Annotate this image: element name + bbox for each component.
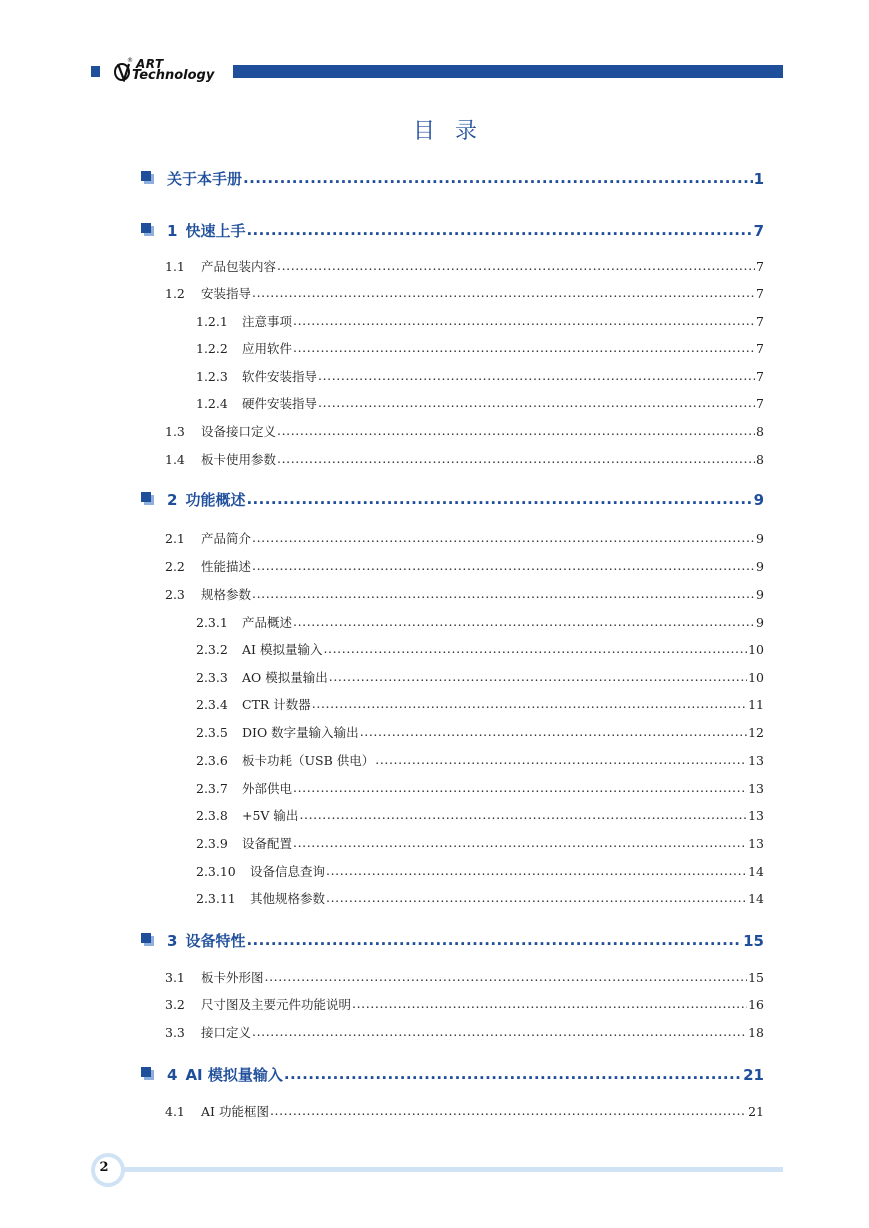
toc-entry-page: 13 — [748, 781, 764, 796]
logo-line-technology: Technology — [132, 68, 215, 83]
toc-entry-number: 4.1 — [165, 1104, 185, 1119]
toc-entry-number: 2.2 — [165, 559, 185, 574]
toc-leader-dots — [252, 558, 755, 573]
toc-leader-dots — [326, 863, 747, 878]
toc-entry-page: 15 — [743, 932, 764, 950]
toc-entry-label: DIO 数字量输入输出 — [242, 725, 359, 740]
toc-leader-dots — [277, 258, 755, 273]
toc-leader-dots — [293, 614, 755, 629]
toc-entry-label: AI 模拟量输入 — [242, 642, 323, 657]
toc-entry-label: CTR 计数器 — [242, 697, 311, 712]
toc-entry-number: 1 — [167, 222, 178, 240]
toc-entry-page: 7 — [753, 222, 764, 240]
toc-entry-number: 2 — [167, 491, 178, 509]
toc-entry-number: 2.3.5 — [196, 725, 228, 740]
toc-leader-dots — [252, 285, 755, 300]
toc-entry-page: 9 — [756, 531, 764, 546]
logo-registered: ® — [127, 57, 133, 64]
toc-entry-number: 2.3.9 — [196, 836, 228, 851]
toc-entry-page: 8 — [756, 452, 764, 467]
toc-entry-page: 14 — [748, 891, 764, 906]
toc-entry-label: 外部供电 — [242, 781, 293, 796]
toc-entry-label: 产品包装内容 — [201, 259, 277, 274]
toc-entry[interactable] — [196, 613, 764, 631]
toc-entry-number: 2.3.1 — [196, 615, 228, 630]
toc-entry-label: 应用软件 — [242, 341, 293, 356]
toc-entry-number: 2.3 — [165, 587, 185, 602]
toc-entry-page: 9 — [756, 559, 764, 574]
toc-entry-label: 规格参数 — [201, 587, 252, 602]
toc-entry-number: 3 — [167, 932, 178, 950]
toc-entry[interactable] — [165, 995, 764, 1013]
toc-entry-page: 21 — [748, 1104, 764, 1119]
toc-entry-page: 7 — [756, 286, 764, 301]
toc-leader-dots — [270, 1103, 747, 1118]
toc-entry-label: 板卡功耗（USB 供电） — [242, 753, 375, 768]
toc-leader-dots — [252, 530, 755, 545]
toc-entry-page: 16 — [748, 997, 764, 1012]
toc-entry-number: 3.2 — [165, 997, 185, 1012]
toc-entry[interactable] — [165, 1102, 764, 1120]
section-bullet-icon — [141, 171, 154, 184]
toc-entry-label: 快速上手 — [185, 222, 246, 240]
toc-entry[interactable] — [165, 257, 764, 275]
toc-entry-number: 2.3.11 — [196, 891, 236, 906]
toc-entry-number: 1.2.3 — [196, 369, 228, 384]
toc-entry[interactable] — [196, 695, 764, 713]
toc-leader-dots — [352, 996, 747, 1011]
toc-entry-page: 12 — [748, 725, 764, 740]
toc-entry-label: 功能概述 — [185, 491, 246, 509]
toc-entry-number: 2.3.8 — [196, 808, 228, 823]
toc-entry-page: 7 — [756, 341, 764, 356]
toc-leader-dots — [277, 451, 755, 466]
toc-entry[interactable] — [165, 585, 764, 603]
logo-line-art: ART — [136, 57, 164, 71]
toc-entry[interactable] — [165, 529, 764, 547]
toc-entry-page: 7 — [756, 396, 764, 411]
toc-entry-label: 性能描述 — [201, 559, 252, 574]
toc-entry[interactable] — [165, 450, 764, 468]
toc-leader-dots — [252, 586, 755, 601]
toc-entry-label: 尺寸图及主要元件功能说明 — [201, 997, 352, 1012]
toc-entry[interactable] — [167, 489, 764, 510]
footer-line — [108, 1167, 783, 1172]
toc-leader-dots — [246, 221, 752, 239]
toc-leader-dots — [360, 724, 747, 739]
toc-leader-dots — [326, 890, 747, 905]
toc-entry-page: 1 — [753, 170, 764, 188]
toc-entry[interactable] — [196, 312, 764, 330]
toc-entry-page: 15 — [748, 970, 764, 985]
toc-entry-page: 10 — [748, 642, 764, 657]
toc-entry-label: 设备接口定义 — [201, 424, 277, 439]
toc-entry[interactable] — [196, 806, 764, 824]
toc-entry-label: 产品简介 — [201, 531, 252, 546]
toc-entry-label: 产品概述 — [242, 615, 293, 630]
art-technology-logo — [112, 58, 224, 86]
toc-entry-label: 注意事项 — [242, 314, 293, 329]
toc-entry-page: 10 — [748, 670, 764, 685]
toc-leader-dots — [323, 641, 747, 656]
toc-leader-dots — [293, 340, 755, 355]
toc-entry[interactable] — [165, 557, 764, 575]
toc-entry-label: 设备配置 — [242, 836, 293, 851]
toc-entry[interactable] — [165, 422, 764, 440]
section-bullet-icon — [141, 1067, 154, 1080]
toc-entry-label: 设备特性 — [185, 932, 246, 950]
toc-entry-label: AI 模拟量输入 — [185, 1066, 283, 1084]
toc-entry-number: 1.1 — [165, 259, 185, 274]
toc-entry[interactable] — [167, 220, 764, 241]
toc-entry-label: +5V 输出 — [242, 808, 299, 823]
toc-entry[interactable] — [165, 1023, 764, 1041]
toc-leader-dots — [318, 395, 755, 410]
toc-entry[interactable] — [167, 1064, 764, 1085]
toc-entry[interactable] — [196, 668, 764, 686]
toc-leader-dots — [243, 169, 753, 187]
toc-entry[interactable] — [165, 968, 764, 986]
toc-entry-number: 1.3 — [165, 424, 185, 439]
toc-leader-dots — [246, 931, 742, 949]
toc-entry-number: 2.1 — [165, 531, 185, 546]
toc-entry-page: 18 — [748, 1025, 764, 1040]
toc-entry[interactable] — [196, 394, 764, 412]
section-bullet-icon — [141, 492, 154, 505]
toc-entry-label: 板卡外形图 — [201, 970, 264, 985]
toc-entry-number: 1.2.2 — [196, 341, 228, 356]
toc-entry-page: 7 — [756, 259, 764, 274]
toc-entry[interactable] — [196, 751, 764, 769]
toc-entry-number: 2.3.10 — [196, 864, 236, 879]
toc-entry[interactable] — [196, 640, 764, 658]
toc-entry-page: 9 — [753, 491, 764, 509]
toc-entry-label: 软件安装指导 — [242, 369, 318, 384]
toc-entry-label: AO 模拟量输出 — [242, 670, 328, 685]
toc-entry-page: 21 — [743, 1066, 764, 1084]
toc-leader-dots — [293, 780, 747, 795]
header-bar — [233, 65, 783, 78]
toc-leader-dots — [277, 423, 755, 438]
toc-entry-page: 11 — [748, 697, 764, 712]
toc-leader-dots — [293, 835, 747, 850]
page-number: 2 — [99, 1160, 109, 1175]
toc-entry-number: 4 — [167, 1066, 178, 1084]
toc-entry[interactable] — [196, 367, 764, 385]
toc-entry-page: 13 — [748, 836, 764, 851]
toc-entry[interactable] — [196, 834, 764, 852]
toc-entry-page: 7 — [756, 314, 764, 329]
toc-entry-page: 13 — [748, 753, 764, 768]
toc-leader-dots — [246, 490, 752, 508]
toc-leader-dots — [252, 1024, 747, 1039]
toc-entry[interactable] — [196, 723, 764, 741]
toc-entry-number: 1.2.1 — [196, 314, 228, 329]
section-bullet-icon — [141, 933, 154, 946]
toc-entry-number: 2.3.7 — [196, 781, 228, 796]
toc-entry[interactable] — [167, 930, 764, 951]
toc-entry[interactable] — [196, 779, 764, 797]
toc-leader-dots — [284, 1065, 742, 1083]
toc-entry[interactable] — [196, 339, 764, 357]
toc-entry-label: 硬件安装指导 — [242, 396, 318, 411]
toc-leader-dots — [299, 807, 747, 822]
toc-entry-number: 2.3.3 — [196, 670, 228, 685]
toc-entry-number: 2.3.6 — [196, 753, 228, 768]
page-title: 目录 — [412, 119, 497, 144]
toc-entry-label: 安装指导 — [201, 286, 252, 301]
section-bullet-icon — [141, 223, 154, 236]
toc-entry-label: 设备信息查询 — [250, 864, 326, 879]
toc-entry-number: 2.3.2 — [196, 642, 228, 657]
toc-entry-label: 其他规格参数 — [250, 891, 326, 906]
toc-entry-page: 9 — [756, 615, 764, 630]
toc-entry-number: 3.1 — [165, 970, 185, 985]
toc-entry-number: 1.2 — [165, 286, 185, 301]
toc-entry-page: 9 — [756, 587, 764, 602]
toc-entry-label: AI 功能框图 — [201, 1104, 269, 1119]
page-header — [0, 58, 869, 88]
toc-leader-dots — [329, 669, 747, 684]
toc-entry[interactable] — [165, 284, 764, 302]
toc-entry-label: 接口定义 — [201, 1025, 252, 1040]
toc-entry-number: 1.2.4 — [196, 396, 228, 411]
toc-entry[interactable] — [196, 862, 764, 880]
toc-leader-dots — [375, 752, 747, 767]
toc-entry-label: 板卡使用参数 — [201, 452, 277, 467]
toc-entry-page: 13 — [748, 808, 764, 823]
toc-entry[interactable] — [196, 889, 764, 907]
toc-entry[interactable] — [167, 168, 764, 189]
toc-entry-page: 14 — [748, 864, 764, 879]
toc-leader-dots — [293, 313, 755, 328]
toc-entry-number: 3.3 — [165, 1025, 185, 1040]
toc-leader-dots — [318, 368, 755, 383]
toc-entry-number: 1.4 — [165, 452, 185, 467]
toc-leader-dots — [312, 696, 747, 711]
toc-entry-page: 8 — [756, 424, 764, 439]
toc-leader-dots — [265, 969, 748, 984]
header-square — [91, 66, 100, 77]
toc-entry-label: 关于本手册 — [167, 170, 243, 188]
toc-entry-page: 7 — [756, 369, 764, 384]
toc-entry-number: 2.3.4 — [196, 697, 228, 712]
